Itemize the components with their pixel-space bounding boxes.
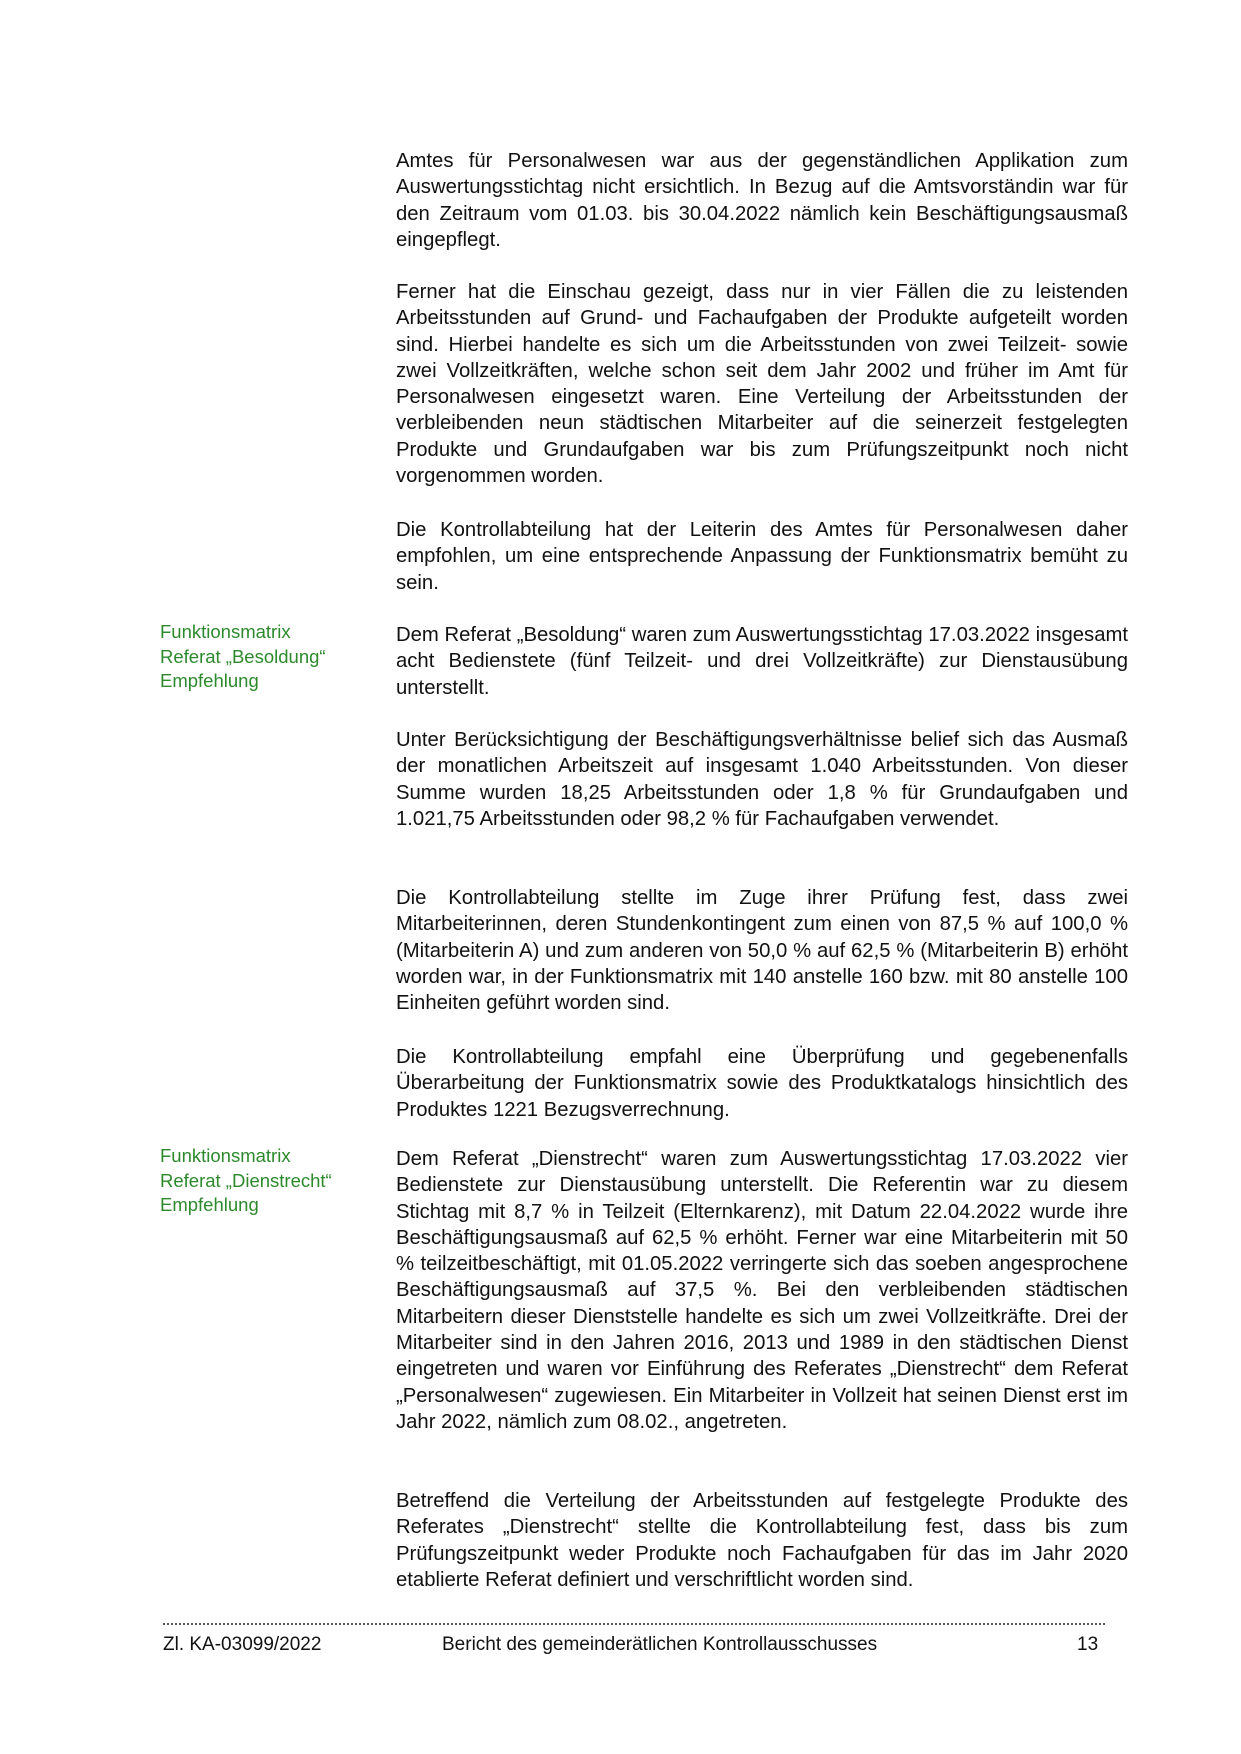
footer-title: Bericht des gemeinderätlichen Kontrollausschusses: [442, 1634, 878, 1655]
paragraph-1: Amtes für Personalwesen war aus der gegenständlichen Applikation zum Auswertungsstichtag nicht ersichtlich. In Bezug auf die Amtsvorständin war für den Zeitraum vom 01.03. bis 30.04.2022 nämlich kein Beschäftigungsausmaß eingepflegt.: [396, 150, 1128, 251]
paragraph-8: Dem Referat „Dienstrecht“ waren zum Auswertungsstichtag 17.03.2022 vier Bedienstete zur Dienstausübung unterstellt. Die Referentin war zu diesem Stichtag mit 8,7 % in Teilzeit (Elternkarenz), mit Datum 22.04.2022 wurde ihre Beschäftigungsausmaß auf 62,5 % erhöht. Ferner war eine Mitarbeiterin mit 50 % teilzeitbeschäftigt, mit 01.05.2022 verringerte sich das soeben angesprochene Beschäftigungsausmaß auf 37,5 %. Bei den verbleibenden städtischen Mitarbeitern dieser Dienststelle handelte es sich um zwei Vollzeitkräfte. Drei der Mitarbeiter sind in den Jahren 2016, 2013 und 1989 in den städtischen Dienst eingetreten und waren vor Einführung des Referates „Dienstrecht“ dem Referat „Personalwesen“ zugewiesen. Ein Mitarbeiter in Vollzeit hat seinen Dienst erst im Jahr 2022, nämlich zum 08.02., angetreten.: [396, 1148, 1128, 1433]
page-number: 13: [1077, 1634, 1099, 1655]
paragraph-5: Unter Berücksichtigung der Beschäftigungsverhältnisse belief sich das Ausmaß der monatlichen Arbeitszeit auf insgesamt 1.040 Arbeitsstunden. Von dieser Summe wurden 18,25 Arbeitsstunden oder 1,8 % für Grundaufgaben und 1.021,75 Arbeitsstunden oder 98,2 % für Fachaufgaben verwendet.: [396, 729, 1128, 830]
footer-reference: Zl. KA-03099/2022: [163, 1634, 322, 1655]
paragraph-4: Dem Referat „Besoldung“ waren zum Auswertungsstichtag 17.03.2022 insgesamt acht Bedienstete (fünf Teilzeit- und drei Vollzeitkräfte) zur Dienstausübung unterstellt.: [396, 624, 1128, 699]
paragraph-7: Die Kontrollabteilung empfahl eine Überprüfung und gegebenenfalls Überarbeitung der Funktionsmatrix sowie des Produktkatalogs hinsichtlich des Produktes 1221 Bezugsverrechnung.: [396, 1046, 1128, 1121]
margin-note-line: Empfehlung: [160, 1194, 259, 1215]
margin-note-besoldung: [160, 620, 360, 694]
footer-divider: [163, 1623, 1105, 1625]
paragraph-6: Die Kontrollabteilung stellte im Zuge ihrer Prüfung fest, dass zwei Mitarbeiterinnen, deren Stundenkontingent zum einen von 87,5 % auf 100,0 % (Mitarbeiterin A) und zum anderen von 50,0 % auf 62,5 % (Mitarbeiterin B) erhöht worden war, in der Funktionsmatrix mit 140 anstelle 160 bzw. mit 80 anstelle 100 Einheiten geführt worden sind.: [396, 887, 1128, 1015]
margin-note-line: Funktionsmatrix: [160, 621, 291, 642]
paragraph-3: Die Kontrollabteilung hat der Leiterin des Amtes für Personalwesen daher empfohlen, um eine entsprechende Anpassung der Funktionsmatrix bemüht zu sein.: [396, 519, 1128, 594]
margin-note-line: Referat „Dienstrecht“: [160, 1169, 332, 1191]
margin-note-line: Referat „Besoldung“: [160, 645, 326, 667]
margin-note-line: Funktionsmatrix: [160, 1145, 291, 1166]
paragraph-2: Ferner hat die Einschau gezeigt, dass nur in vier Fällen die zu leistenden Arbeitsstunden auf Grund- und Fachaufgaben der Produkte aufgeteilt worden sind. Hierbei handelte es sich um die Arbeitsstunden von zwei Teilzeit- sowie zwei Vollzeitkräften, welche schon seit dem Jahr 2002 und früher im Amt für Personalwesen eingesetzt waren. Eine Verteilung der Arbeitsstunden der verbleibenden neun städtischen Mitarbeiter auf die seinerzeit festgelegten Produkte und Grundaufgaben war bis zum Prüfungszeitpunkt noch nicht vorgenommen worden.: [396, 281, 1128, 488]
margin-note-line: Empfehlung: [160, 670, 259, 691]
paragraph-9: Betreffend die Verteilung der Arbeitsstunden auf festgelegte Produkte des Referates „Dienstrecht“ stellte die Kontrollabteilung fest, dass bis zum Prüfungszeitpunkt weder Produkte noch Fachaufgaben für das im Jahr 2020 etablierte Referat definiert und verschriftlicht worden sind.: [396, 1490, 1128, 1591]
margin-note-dienstrecht: [160, 1144, 360, 1218]
